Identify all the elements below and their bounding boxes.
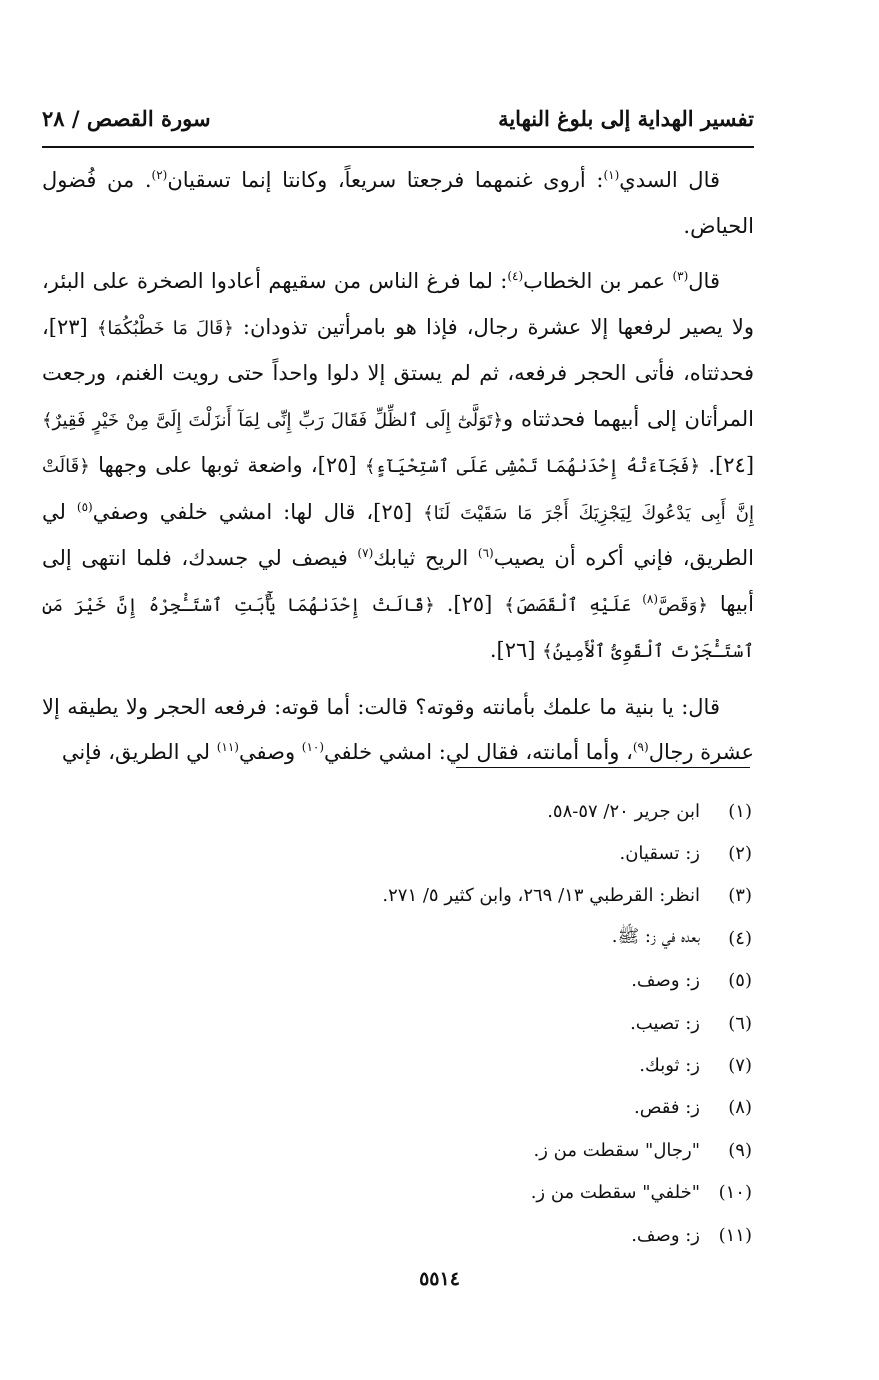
footnote-number: (٦) [728,1012,752,1034]
footnote-ref: (٥) [76,499,93,514]
footnote-number: (٩) [728,1139,752,1161]
footnote-text: ز: تصيب. [630,1012,700,1034]
paragraph-1 [42,158,754,249]
footnote-ref: (٨) [642,591,659,606]
footnote-ref: (١٠) [301,740,325,754]
running-header [42,98,754,138]
text-run: [٢٥]، واضعة ثوبها على وجهها [89,453,365,477]
footnote-number: (٢) [728,843,752,865]
footnote [42,1002,752,1044]
footnote-text: ز: تسقيان. [619,843,700,865]
footnote-ref: (٩) [632,740,649,754]
footnote-number: (١) [728,800,752,822]
main-text [42,158,754,786]
footnote-separator [456,767,750,768]
quran-verse: ﴿قَالَتْ إِنَّ أَبِى يَدْعُوكَ لِيَجْزِيَكَ أَجْرَ مَا سَقَيْتَ لَنَا﴾ [42,456,754,524]
text-run: لي الطريق، فإني أكره أن يصيب [42,499,754,570]
footnote [42,875,752,917]
text-run: وصفي [238,740,302,764]
footnote-ref: (٦) [477,546,494,560]
text-run: عمر بن الخطاب [523,269,673,293]
text-run: فيصف لي جسدك، فلما انتهى إلى أبيها [42,546,754,616]
footnote-text: ابن جرير ٢٠/ ٥٧-٥٨. [547,800,700,822]
text-run: [٢٦]. [489,638,543,662]
paragraph-3 [42,685,754,776]
text-run: قال: يا بنية ما علمك بأمانته وقوته؟ قالت: أما قوته: فرفعه الحجر ولا يطيقه إلا عشرة رجال [42,694,754,764]
footnote-ref: (٢) [151,168,168,182]
quran-verse: ﴿قَالَ مَا خَطْبُكُمَا﴾ [96,317,234,339]
footnote [42,917,752,959]
text-run: : لما فرغ الناس من سقيهم أعادوا الصخرة على البئر، ولا يصير لرفعها إلا عشرة رجال، فإذا هو بامرأتين تذودان: [42,269,754,339]
text-run: قال السدي [619,168,720,192]
text-run: : أروى غنمهما فرجعتا سريعاً، وكانتا إنما تسقيان [167,168,604,192]
footnote-number: (٤) [728,927,752,949]
text-run: . من فُضول الحياض. [42,168,754,238]
footnote-text: "رجال" سقطت من ز. [533,1139,700,1161]
footnote-text: ز: وصف. [631,1224,700,1246]
quran-verse: ﴿وَقَصَّ [658,594,708,616]
header-rule [42,146,754,148]
footnote-ref: (٤) [507,269,524,283]
footnote-number: (٣) [728,885,752,907]
text-run: [٢٤]. [700,453,755,477]
footnote-number: (٨) [728,1097,752,1119]
footnote-text: ز: فقص. [634,1097,700,1119]
quran-verse: ﴿قَالَتْ إِحْدَىٰهُمَا يَٰٓأَبَتِ ٱسْتَـْٔجِرْهُ إِنَّ خَيْرَ مَنِ ٱسْتَـْٔجَرْتَ ٱلْقَوِىُّ ٱلْأَمِينُ﴾ [42,594,754,662]
footnote-text: ز: وصف. [631,970,700,992]
footnote [42,832,752,874]
text-run: لي الطريق، فإني [61,740,217,764]
quran-verse: ﴿تَوَلَّىٰٓ إِلَى ٱلظِّلِّ فَقَالَ رَبِّ إِنِّى لِمَآ أَنزَلْتَ إِلَىَّ مِنْ خَيْرٍ فَقِيرٌ﴾ [42,409,503,431]
footnote [42,1044,752,1086]
footnote [42,960,752,1002]
surah-label: سورة القصص / ٢٨ [42,105,211,131]
text-run: [٢٣]، فحدثتاه، فأتى الحجر فرفعه، ثم لم يستق إلا دلوا واحداً حتى رويت الغنم، ورجعت المرأتان إلى أبيهما فحدثتاه و [42,314,754,431]
footnote-ref: (٧) [357,546,374,560]
footnote-text: انظر: القرطبي ١٣/ ٢٦٩، وابن كثير ٥/ ٢٧١. [382,885,700,907]
footnote-text: بعده في ز: ﷺ. [611,926,700,948]
text-run: ، وأما أمانته، فقال لي: امشي خلفي [324,740,633,764]
footnote-text: ز: ثوبك. [639,1055,700,1077]
footnote [42,1087,752,1129]
footnote-text: "خلفي" سقطت من ز. [530,1182,700,1204]
text-run: [٢٥]. [434,591,505,616]
footnote [42,1172,752,1214]
quran-verse: ﴿فَجَآءَتْهُ إِحْدَىٰهُمَا تَمْشِى عَلَى ٱسْتِحْيَآءٍ﴾ [364,456,701,477]
footnote-ref: (١١) [216,740,239,754]
footnote [42,1129,752,1171]
text-run: الريح ثيابك [373,546,478,570]
footnote-number: (١١) [718,1224,752,1246]
text-run: قال [688,269,720,293]
footnotes [42,790,752,1256]
text-run: [٢٥]، قال لها: امشي خلفي وصفي [92,499,424,524]
footnote-number: (٥) [728,970,752,992]
paragraph-2 [42,259,754,675]
footnote-ref: (٣) [672,269,689,283]
footnote [42,790,752,832]
footnote-number: (١٠) [718,1182,752,1204]
quran-verse: عَلَيْهِ ٱلْقَصَصَ﴾ [504,594,643,616]
footnote-number: (٧) [728,1055,752,1077]
footnote [42,1214,752,1256]
book-title: تفسير الهداية إلى بلوغ النهاية [498,105,754,131]
page-number: ٥٥١٤ [419,1268,460,1290]
footnote-ref: (١) [603,168,620,182]
